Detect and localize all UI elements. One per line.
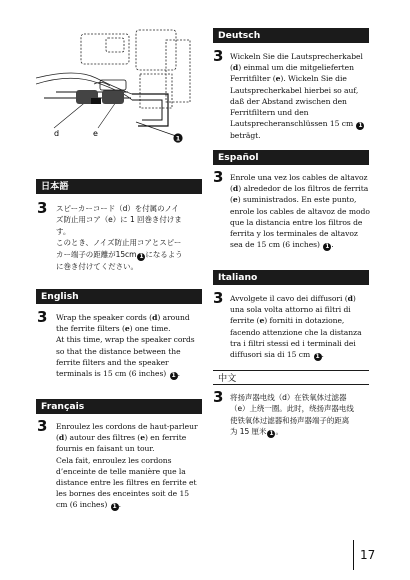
ferrite-filter-right <box>102 90 124 104</box>
section-header-deutsch: Deutsch <box>213 28 369 43</box>
step-text-japanese: スピーカーコード（d）を付属のノイ ズ防止用コア（e）に 1 回巻き付けま す。 このとき、ノイズ防止用コアとスピー カー端子の距離が15cm 1 になるよう に巻き付けてください。 <box>56 204 183 271</box>
page-number: 17 <box>360 548 376 562</box>
step-number: 3 <box>213 289 224 307</box>
label-e: e <box>93 129 98 138</box>
step-text-italiano: Avvolgete il cavo dei diffusori (d) una sola volta attorno ai filtri di ferrite (e) forniti in dotazione, facendo attenzione che la distanza tra i filtri stessi ed i terminali dei diffusori sia di 15 cm 1 . <box>230 294 362 361</box>
step-text-espanol: Enrole una vez los cables de altavoz (d) alrededor de los filtros de ferrita (e) suministrados. En este punto, enrole los cables de altavoz de modo que la distancia entre los filtros de ferrita y los terminales de altavoz sea de 15 cm (6 inches) 1 . <box>230 173 370 251</box>
label-d: d <box>54 129 60 138</box>
section-header-espanol: Español <box>213 150 369 165</box>
step-number: 3 <box>37 199 48 217</box>
section-header-english: English <box>36 289 202 304</box>
step-number: 3 <box>37 417 48 435</box>
section-header-chinese: 中文 <box>213 370 369 385</box>
step-number: 3 <box>213 388 224 406</box>
page-number-rule <box>353 540 354 570</box>
speaker-cord-ferrite-illustration <box>36 28 202 168</box>
step-text-english: Wrap the speaker cords (d) around the ferrite filters (e) one time. At this time, wrap the speaker cords so that the distance between the ferrite filters and the speaker terminals is 15 cm (6 inches) 1 . <box>56 313 195 380</box>
section-header-italiano: Italiano <box>213 270 369 285</box>
section-header-french: Français <box>36 399 202 414</box>
step-number: 3 <box>213 47 224 65</box>
section-header-japanese: 日本語 <box>36 179 202 194</box>
step-text-deutsch: Wickeln Sie die Lautsprecherkabel (d) einmal um die mitgelieferten Ferritfilter (e). Wickeln Sie die Lautsprecherkabel hierbei so auf, daß der Abstand zwischen den Ferritfiltern und den Lautsprecheranschlüssen 15 cm 1 beträgt. <box>230 52 363 141</box>
step-number: 3 <box>37 308 48 326</box>
step-text-french: Enroulez les cordons de haut-parleur (d) autour des filtres (e) en ferrite fournis en faisant un tour. Cela fait, enroulez les cordons d’enceinte de telle manière que la distance entre les filtres en ferrite et les bornes des enceintes soit de 15 cm (6 inches) 1 . <box>56 422 198 511</box>
step-text-chinese: 将扬声器电线（d）在铁氧体过滤器 （e）上绕一圈。此时，绕扬声器电线 使铁氧体过滤器和扬声器端子的距离 为 15 厘米 1 。 <box>230 393 354 438</box>
callout-1: 1 <box>175 134 181 143</box>
step-number: 3 <box>213 168 224 186</box>
